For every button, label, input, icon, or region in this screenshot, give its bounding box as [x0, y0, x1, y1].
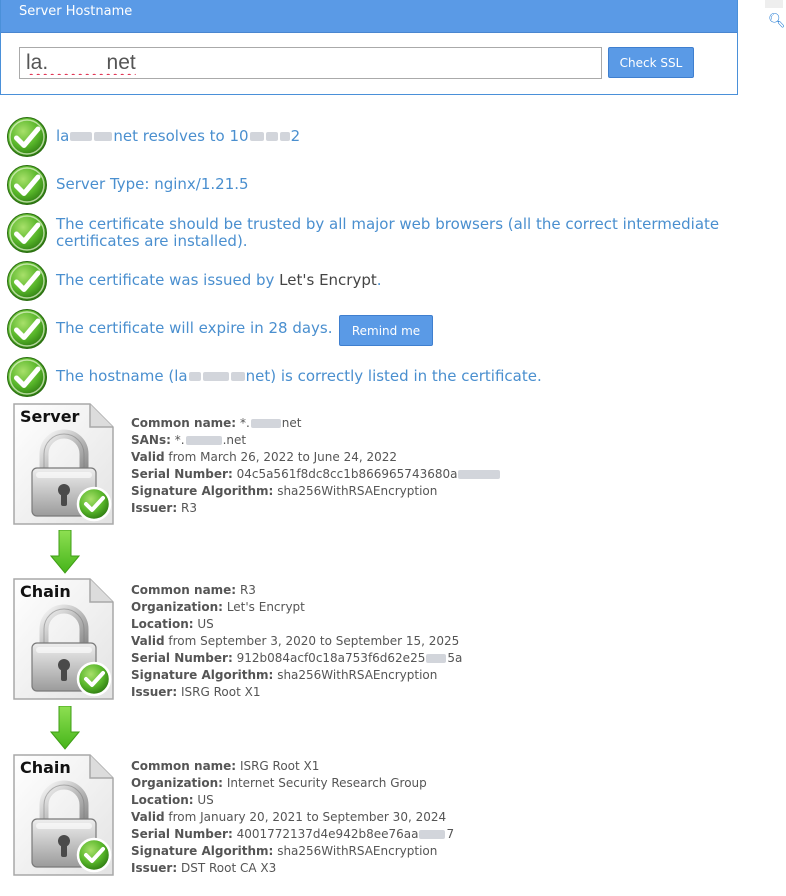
hostname-form	[0, 0, 738, 95]
cert-label-chain: Chain	[20, 758, 71, 777]
check-circle-icon	[6, 260, 48, 302]
remind-me-button[interactable]: Remind me	[339, 315, 433, 346]
check-circle-icon	[6, 164, 48, 206]
check-circle-icon	[6, 356, 48, 398]
arrow-down-icon	[50, 706, 80, 750]
check-circle-icon	[6, 116, 48, 158]
check-ssl-button[interactable]: Check SSL	[608, 47, 694, 78]
cert-label-server: Server	[20, 407, 80, 426]
cert-label-chain: Chain	[20, 582, 71, 601]
hostname-input[interactable]	[19, 47, 602, 79]
arrow-down-icon	[50, 530, 80, 574]
intermediate-cert-details: Common name: R3 Organization: Let's Encrypt Location: US Valid from September 3, 2020 to September 15, 2025 Serial Number: 912b084acf0c18a753f6d62e25 5a Signature Algorithm: sha256WithRSAEncryption Issuer: ISRG Root X1	[131, 583, 463, 699]
check-circle-icon	[6, 308, 48, 350]
search-icon[interactable]: 🔍︎	[768, 13, 786, 29]
form-header: Server Hostname	[1, 0, 737, 33]
server-cert-details: Common name: *. net SANs: *. .net Valid from March 26, 2022 to June 24, 2022 Serial Number: 04c5a561f8dc8cc1b866965743680a Signature Algorithm: sha256WithRSAEncryption Issuer: R3	[131, 415, 501, 517]
hostname-match-status: The hostname (la net) is correctly listed in the certificate.	[56, 367, 542, 385]
trust-status: The certificate should be trusted by all major web browsers (all the correct intermediate certificates are installed).	[56, 215, 720, 250]
resolve-status: la net resolves to 10 2	[56, 127, 301, 145]
server-type-status: Server Type: nginx/1.21.5	[56, 175, 249, 193]
expiry-status: The certificate will expire in 28 days.	[56, 319, 333, 337]
edge-panel	[765, 0, 783, 8]
root-cert-details: Common name: ISRG Root X1 Organization: Internet Security Research Group Location: US Valid from January 20, 2021 to September 30, 2024 Serial Number: 4001772137d4e942b8ee76aa 7 Signature Algorithm: sha256WithRSAEncryption Issuer: DST Root CA X3	[131, 759, 455, 875]
check-circle-icon	[6, 212, 48, 254]
issuer-status: The certificate was issued by Let's Encrypt.	[56, 271, 382, 289]
